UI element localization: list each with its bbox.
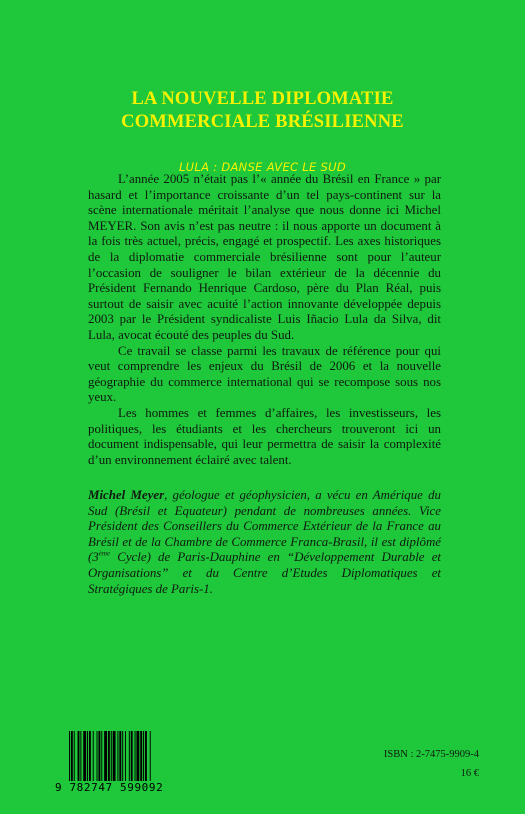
summary-paragraph: Les hommes et femmes d’affaires, les investisseurs, les politiques, les étudiants et les chercheurs trouveront ici un document indispensable, qui leur permettra de saisir la complexité d’un environnement éclairé avec talent. (88, 405, 441, 467)
barcode (55, 727, 180, 794)
author-name: Michel Meyer (88, 488, 165, 502)
barcode-bar (78, 731, 80, 781)
barcode-bar (125, 731, 126, 781)
price: 16 € (460, 768, 479, 779)
barcode-bar (131, 731, 133, 781)
barcode-bar (89, 731, 91, 781)
barcode-bar (83, 731, 86, 781)
author-bio-text: , géologue et géophysicien, a vécu en Amérique du Sud (Brésil et Equateur) pendant de nombreuses années. Vice Président des Conseillers du Commerce Extérieur de la France au Brésil et de la Chambre de Commerce Franca-Brasil, il est diplômé (3 (88, 488, 441, 565)
barcode-bar (98, 731, 100, 781)
barcode-bar (80, 731, 81, 781)
barcode-bar (101, 731, 102, 781)
barcode-bar (69, 731, 70, 781)
isbn: ISBN : 2-7475-9909-4 (383, 749, 479, 760)
barcode-bar (150, 731, 151, 781)
back-cover-summary (88, 172, 441, 468)
author-bio (88, 488, 441, 597)
book-subtitle: LULA : DANSE AVEC LE SUD (178, 160, 347, 174)
barcode-bar (108, 731, 110, 781)
summary-paragraph: L’année 2005 n’était pas l’« année du Brésil en France » par hasard et l’importance croissante d’un tel pays-continent sur la scène internationale méritait l’analyse que nous donne ici Michel MEYER. Son avis n’est pas neutre : il nous apporte un document à la fois très actuel, précis, engagé et prospectif. Les axes historiques de la diplomatie commerciale brésilienne sont pour l’auteur l’occasion de souligner le bilan extérieur de la décennie du Président Fernando Henrique Cardoso, père du Plan Réal, puis surtout de saisir avec acuité l’action innovante développée depuis 2003 par le Président syndicaliste Luis Iñacio Lula da Silva, dit Lula, avocat écouté des peuples du Sud. (88, 172, 441, 342)
barcode-bar (87, 731, 88, 781)
barcode-bar (93, 731, 94, 781)
barcode-bar (104, 731, 107, 781)
barcode-bar (119, 731, 121, 781)
barcode-bar (97, 731, 98, 781)
barcode-bar (143, 731, 144, 781)
barcode-bar (145, 731, 147, 781)
barcode-bars (69, 731, 177, 781)
barcode-bar (140, 731, 142, 781)
barcode-bar (71, 731, 73, 781)
author-bio-text: Cycle) de Paris-Dauphine en “Développement Durable et Organisations” et du Centre d’Etudes Diplomatiques et Stratégiques de Paris-1. (88, 550, 441, 596)
barcode-bar (111, 731, 112, 781)
barcode-bar (136, 731, 139, 781)
book-title-line2: COMMERCIALE BRÉSILIENNE (121, 112, 404, 132)
barcode-bar (74, 731, 75, 781)
barcode-bar (129, 731, 130, 781)
barcode-bar (122, 731, 123, 781)
summary-paragraph: Ce travail se classe parmi les travaux de référence pour qui veut comprendre les enjeux du Brésil de 2006 et la nouvelle géographie du commerce international qui se recompose sous nos yeux. (88, 343, 441, 405)
book-title-line1: LA NOUVELLE DIPLOMATIE (131, 89, 394, 109)
book-title (0, 88, 525, 134)
barcode-bar (135, 731, 136, 781)
barcode-bar (117, 731, 118, 781)
barcode-bar (113, 731, 116, 781)
author-bio-sup: ème (98, 550, 111, 559)
barcode-digits: 9 782747 599092 (55, 781, 164, 794)
